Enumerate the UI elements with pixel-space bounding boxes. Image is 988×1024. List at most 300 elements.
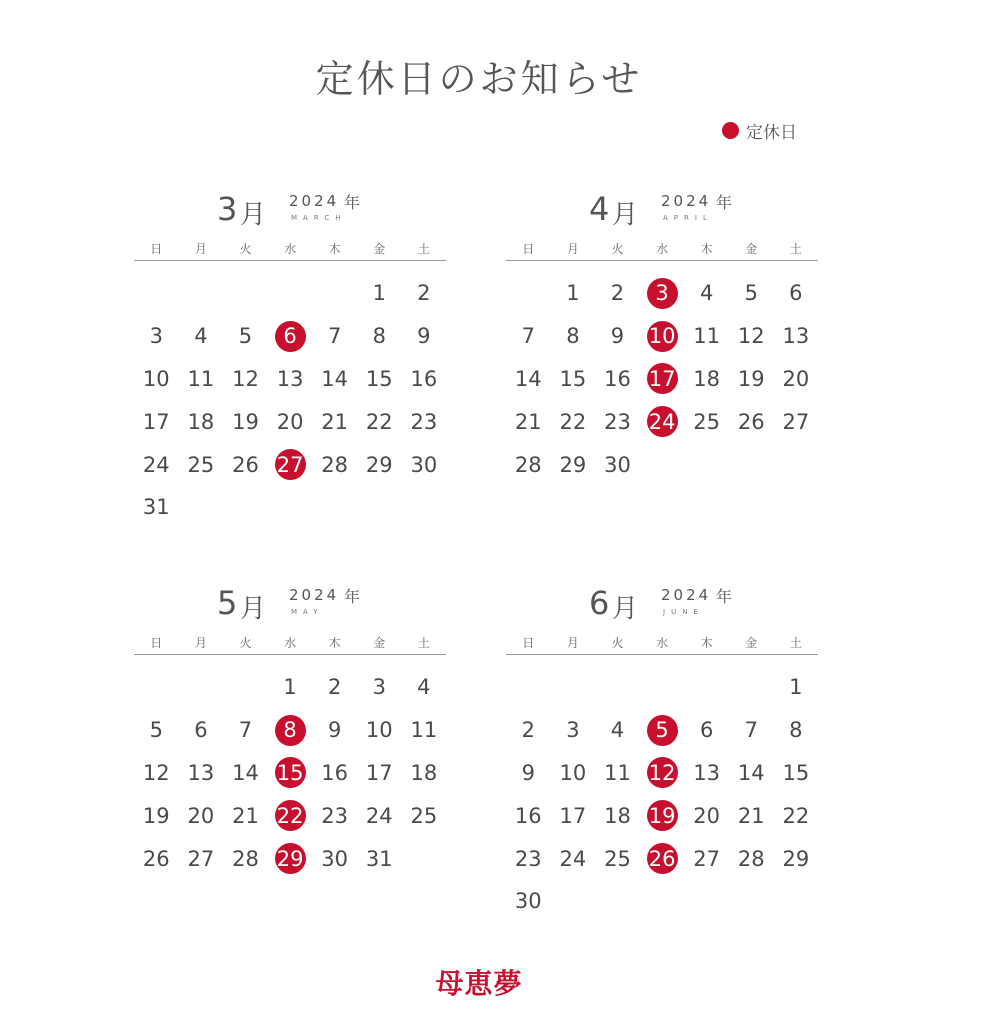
weekday-label: 金 [373,242,386,256]
date-number: 17 [142,409,170,434]
date-number: 9 [417,324,431,349]
date-number: 30 [514,889,542,914]
date-number: 21 [514,409,542,434]
date-number: 27 [187,846,215,871]
date-number: 9 [521,760,535,785]
date-cell [506,709,551,752]
date-number: 10 [559,760,587,785]
date-cell [357,837,402,880]
date-number: 11 [410,718,438,743]
date-number: 29 [559,452,587,477]
date-number: 5 [149,718,163,743]
date-number: 22 [275,800,306,831]
date-number: 24 [142,452,170,477]
empty-cell [729,666,774,709]
date-cell [774,315,819,358]
legend [722,118,797,143]
month-number: 6 [589,584,610,622]
date-cell [551,272,596,315]
date-number: 10 [365,718,393,743]
date-number: 6 [699,718,714,743]
holiday-date [268,752,313,795]
date-number: 13 [693,760,721,785]
date-cell [595,272,640,315]
date-cell [506,837,551,880]
date-cell [402,443,447,486]
weekday-label: 木 [328,636,341,650]
holiday-date [640,400,685,443]
date-number: 13 [276,366,304,391]
month-number: 3 [217,190,238,228]
date-cell [774,358,819,401]
date-cell [684,794,729,837]
weekday-label: 水 [656,636,669,650]
weekday-row [506,240,818,261]
date-number: 28 [232,846,259,871]
year-kanji: 年 [344,193,361,212]
date-number: 17 [647,363,678,394]
date-cell [506,400,551,443]
date-number: 11 [693,324,721,349]
date-number: 5 [744,281,758,306]
date-cell [312,666,357,709]
year-label: 2024 [661,192,712,210]
date-cell [179,358,224,401]
weekday-label: 木 [700,636,713,650]
date-cell [312,358,357,401]
empty-cell [179,666,224,709]
date-cell [268,666,313,709]
empty-cell [506,666,551,709]
month-english: JUNE [663,608,704,616]
date-number: 10 [142,366,170,391]
weekday-label: 土 [789,242,802,256]
date-cell [312,315,357,358]
date-cell [402,709,447,752]
date-cell [179,709,224,752]
date-cell [134,837,179,880]
date-cell [357,400,402,443]
weekday-label: 金 [745,636,758,650]
date-number: 1 [789,675,803,700]
date-number: 18 [410,760,438,785]
weekday-row [134,634,446,655]
date-number: 19 [647,800,678,831]
weekday-label: 月 [194,636,207,650]
date-cell [179,794,224,837]
date-number: 2 [327,675,342,700]
date-cell [551,794,596,837]
date-number: 15 [559,366,587,391]
date-cell [134,315,179,358]
holiday-date [640,752,685,795]
date-cell [774,400,819,443]
date-cell [684,272,729,315]
date-number: 7 [238,718,253,743]
weekday-label: 金 [373,636,386,650]
date-number: 11 [604,760,631,785]
date-number: 19 [142,803,170,828]
date-number: 30 [604,452,631,477]
date-number: 18 [693,366,721,391]
date-number: 21 [321,409,349,434]
date-cell [402,666,447,709]
date-number: 16 [604,366,631,391]
date-cell [551,400,596,443]
date-cell [402,315,447,358]
holiday-date [268,837,313,880]
year-label: 2024 [289,586,340,604]
date-number: 15 [275,757,306,788]
month-header [506,190,818,234]
date-number: 25 [410,803,438,828]
date-number: 2 [521,718,535,743]
date-cell [595,315,640,358]
date-cell [595,794,640,837]
date-cell [506,315,551,358]
date-number: 24 [559,846,587,871]
date-cell [134,486,179,529]
date-cell [357,709,402,752]
month-english: MARCH [291,214,347,222]
date-number: 9 [327,718,342,743]
holiday-date [640,272,685,315]
holiday-date [640,837,685,880]
date-number: 25 [693,409,721,434]
empty-cell [312,272,357,315]
date-cell [729,752,774,795]
month-kanji: 月 [240,200,267,230]
weekday-label: 水 [284,242,297,256]
date-number: 12 [647,757,678,788]
date-cell [506,752,551,795]
date-number: 10 [647,321,678,352]
calendar-june [506,584,818,923]
date-number: 8 [372,324,386,349]
empty-cell [506,272,551,315]
date-cell [223,400,268,443]
date-number: 7 [327,324,342,349]
date-number: 12 [232,366,259,391]
weekday-label: 月 [194,242,207,256]
date-cell [729,272,774,315]
date-number: 29 [782,846,810,871]
date-number: 13 [187,760,215,785]
date-number: 23 [514,846,542,871]
date-cell [223,709,268,752]
date-number: 14 [321,366,349,391]
date-cell [312,837,357,880]
month-english: APRIL [663,214,713,222]
date-cell [223,794,268,837]
empty-cell [134,666,179,709]
date-cell [684,837,729,880]
month-english: MAY [291,608,324,616]
brand-logo: 母恵夢 [435,967,523,1000]
holiday-date [268,794,313,837]
date-number: 5 [647,715,678,746]
weekday-label: 火 [611,242,624,256]
date-cell [684,400,729,443]
date-number: 23 [321,803,349,828]
date-cell [729,794,774,837]
date-number: 16 [321,760,349,785]
holiday-date [640,794,685,837]
empty-cell [268,272,313,315]
date-cell [729,709,774,752]
date-number: 23 [410,409,438,434]
date-cell [357,358,402,401]
date-number: 4 [194,324,208,349]
date-number: 16 [410,366,438,391]
date-cell [595,837,640,880]
date-number: 6 [789,281,803,306]
weekday-label: 日 [522,242,535,256]
date-number: 9 [610,324,625,349]
empty-cell [684,666,729,709]
date-number: 18 [187,409,215,434]
date-cell [729,837,774,880]
date-number: 3 [372,675,386,700]
empty-cell [179,272,224,315]
holiday-dot-icon [722,122,739,139]
date-cell [506,880,551,923]
date-number: 20 [693,803,721,828]
date-cell [684,358,729,401]
weekday-label: 月 [566,636,579,650]
date-number: 5 [238,324,253,349]
holiday-date [268,315,313,358]
date-cell [774,794,819,837]
weekday-label: 水 [284,636,297,650]
month-header [134,584,446,628]
date-cell [223,752,268,795]
date-cell [729,315,774,358]
date-cell [357,666,402,709]
date-cell [312,794,357,837]
date-number: 27 [782,409,810,434]
date-number: 12 [737,324,765,349]
date-number: 25 [604,846,631,871]
year-kanji: 年 [344,587,361,606]
date-number: 24 [647,406,678,437]
date-number: 22 [559,409,587,434]
date-cell [357,752,402,795]
month-header [134,190,446,234]
empty-cell [551,666,596,709]
date-cell [312,400,357,443]
date-number: 28 [321,452,349,477]
date-number: 26 [232,452,259,477]
date-number: 19 [232,409,259,434]
date-cell [268,358,313,401]
date-cell [774,709,819,752]
date-number: 6 [194,718,208,743]
date-number: 23 [604,409,631,434]
date-number: 8 [275,715,306,746]
calendar-march [134,190,446,529]
date-cell [223,358,268,401]
weekday-row [134,240,446,261]
date-number: 21 [232,803,259,828]
day-grid [134,272,446,529]
date-cell [595,709,640,752]
year-label: 2024 [661,586,712,604]
weekday-label: 火 [239,242,252,256]
date-number: 6 [275,321,306,352]
date-number: 4 [417,675,431,700]
date-cell [357,443,402,486]
date-cell [402,272,447,315]
date-number: 24 [365,803,393,828]
weekday-label: 土 [789,636,802,650]
date-number: 16 [514,803,542,828]
date-number: 3 [149,324,163,349]
weekday-label: 月 [566,242,579,256]
date-cell [134,400,179,443]
date-cell [179,443,224,486]
date-cell [223,315,268,358]
date-cell [402,358,447,401]
date-number: 14 [737,760,765,785]
date-number: 3 [647,278,678,309]
weekday-label: 日 [150,242,163,256]
weekday-label: 火 [239,636,252,650]
date-number: 11 [187,366,215,391]
date-number: 17 [559,803,587,828]
date-cell [402,400,447,443]
weekday-label: 水 [656,242,669,256]
empty-cell [223,272,268,315]
date-cell [312,443,357,486]
date-number: 8 [789,718,803,743]
year-kanji: 年 [716,193,733,212]
date-number: 1 [566,281,580,306]
date-cell [506,794,551,837]
date-number: 15 [365,366,393,391]
date-number: 29 [275,843,306,874]
calendar-april [506,190,818,486]
month-kanji: 月 [240,594,267,624]
month-number: 4 [589,190,610,228]
date-number: 13 [782,324,810,349]
date-number: 14 [232,760,259,785]
month-kanji: 月 [612,594,639,624]
date-number: 1 [283,675,297,700]
date-cell [179,315,224,358]
date-number: 31 [365,846,393,871]
date-cell [134,752,179,795]
date-number: 12 [142,760,170,785]
month-kanji: 月 [612,200,639,230]
holiday-date [268,709,313,752]
date-cell [357,794,402,837]
date-cell [357,315,402,358]
date-cell [551,709,596,752]
date-cell [357,272,402,315]
empty-cell [134,272,179,315]
date-number: 27 [275,449,306,480]
date-cell [134,794,179,837]
date-number: 22 [365,409,393,434]
date-number: 19 [737,366,765,391]
date-number: 20 [276,409,304,434]
weekday-label: 火 [611,636,624,650]
holiday-date [640,315,685,358]
date-cell [134,709,179,752]
date-cell [595,400,640,443]
year-kanji: 年 [716,587,733,606]
date-cell [134,358,179,401]
holiday-date [268,443,313,486]
date-cell [179,400,224,443]
empty-cell [640,666,685,709]
date-number: 30 [321,846,349,871]
date-cell [774,272,819,315]
day-grid [506,272,818,486]
date-cell [506,443,551,486]
weekday-label: 土 [417,242,430,256]
date-cell [774,837,819,880]
date-number: 18 [604,803,631,828]
date-cell [551,752,596,795]
date-number: 21 [737,803,765,828]
date-cell [402,794,447,837]
date-cell [312,709,357,752]
year-label: 2024 [289,192,340,210]
date-cell [134,443,179,486]
weekday-label: 日 [522,636,535,650]
date-cell [551,837,596,880]
date-number: 7 [744,718,758,743]
date-cell [551,443,596,486]
month-header [506,584,818,628]
date-number: 25 [187,452,215,477]
date-cell [595,752,640,795]
date-number: 30 [410,452,438,477]
weekday-label: 金 [745,242,758,256]
date-number: 31 [142,495,170,520]
date-cell [729,400,774,443]
date-cell [595,358,640,401]
date-cell [684,709,729,752]
date-cell [595,443,640,486]
date-cell [551,358,596,401]
date-number: 29 [365,452,393,477]
date-cell [223,443,268,486]
month-number: 5 [217,584,238,622]
empty-cell [595,666,640,709]
date-number: 2 [417,281,431,306]
calendar-may [134,584,446,880]
date-number: 26 [737,409,765,434]
date-number: 28 [737,846,765,871]
date-cell [312,752,357,795]
holiday-date [640,358,685,401]
date-number: 2 [610,281,625,306]
date-number: 4 [610,718,625,743]
date-cell [684,315,729,358]
date-number: 27 [693,846,721,871]
day-grid [134,666,446,880]
date-number: 26 [647,843,678,874]
date-number: 14 [514,366,542,391]
page-title: 定休日のお知らせ [315,57,643,101]
day-grid [506,666,818,923]
date-number: 20 [782,366,810,391]
date-number: 22 [782,803,810,828]
date-number: 1 [372,281,386,306]
